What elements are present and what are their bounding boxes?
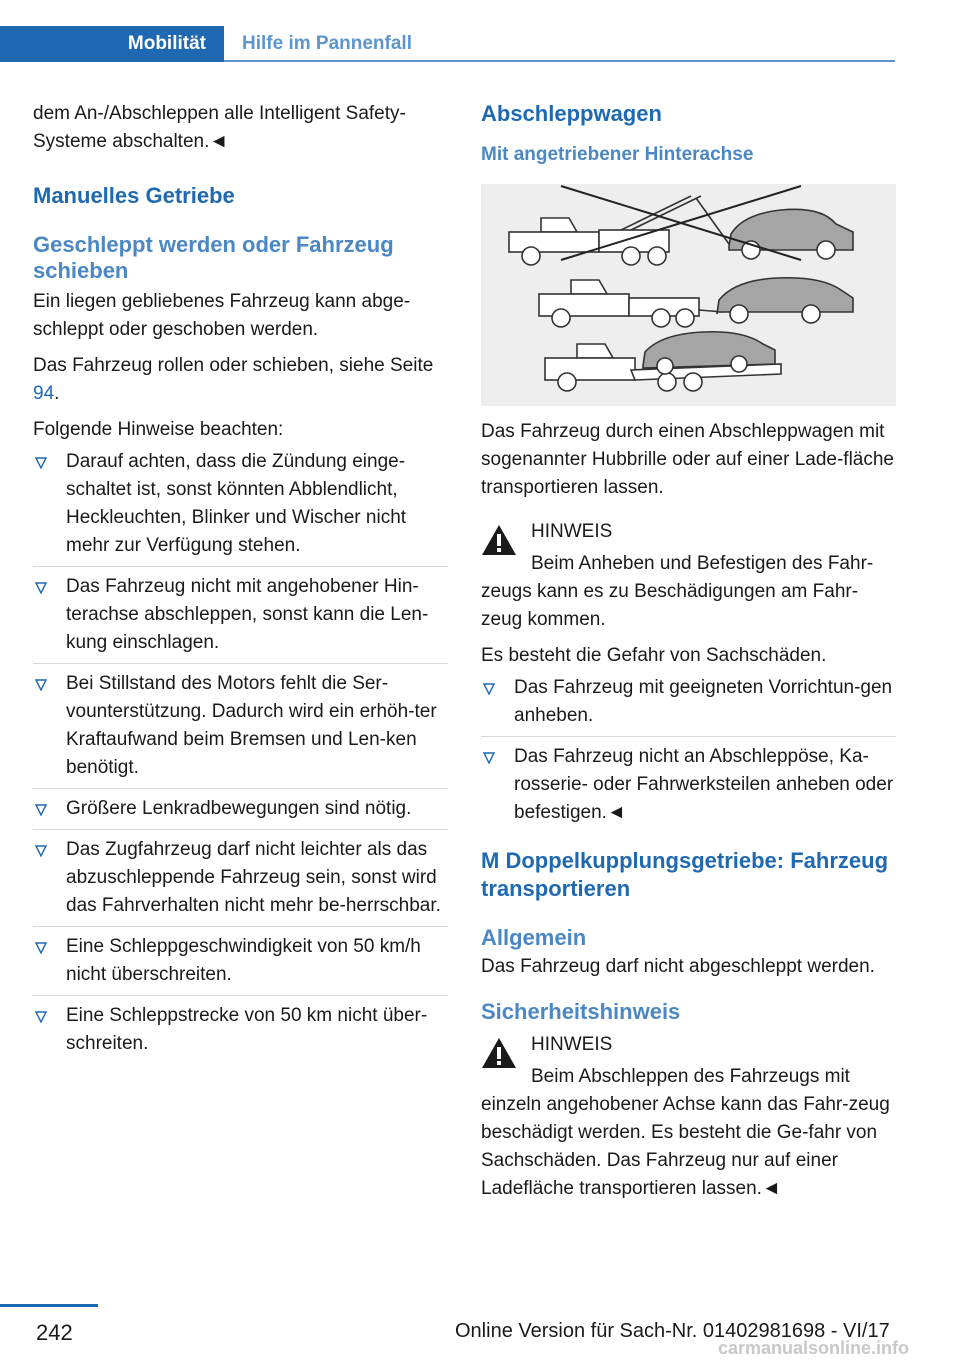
triangle-bullet-icon [483,683,495,695]
triangle-bullet-icon [483,752,495,764]
list-item-text: Das Fahrzeug nicht mit angehobener Hin-terachse abschleppen, sonst kann die Len-kung einschlagen. [66,576,429,653]
header-divider [224,60,895,62]
warning-triangle-icon [481,524,517,556]
list-item [33,670,448,789]
tow-truck-illustration-svg [481,184,896,406]
online-version-text: Online Version für Sach-Nr. 01402981698 - VI/17 [455,1320,890,1342]
triangle-bullet-icon [35,679,47,691]
page-header [0,0,895,62]
left-bullet-list [33,448,448,1064]
triangle-bullet-icon [35,845,47,857]
paragraph-rolling-text: Das Fahrzeug rollen oder schieben, siehe Seite [33,355,434,376]
triangle-bullet-icon [35,1011,47,1023]
paragraph-danger: Es besteht die Gefahr von Sachschäden. [481,645,827,666]
paragraph-rolling [33,352,448,408]
warning-block-lifting [481,518,896,546]
list-item [33,448,448,567]
list-item-text: Darauf achten, dass die Zündung einge-schaltet ist, sonst könnten Abblendlicht, Heckleuchten, Blinker und Wischer nicht mehr zur Verfügung stehen. [66,451,407,556]
warning-title: HINWEIS [531,521,613,542]
triangle-bullet-icon [35,457,47,469]
page-number: 242 [36,1320,73,1345]
heading-general: Allgemein [481,925,587,950]
list-item [481,743,896,833]
warning-block-towing [481,1031,896,1059]
footer-rule [0,1304,98,1307]
tab-mobilitaet[interactable]: Mobilität [0,26,224,62]
warning-title: HINWEIS [531,1034,613,1055]
list-item [481,674,896,737]
wrecker-truck-icon [509,196,729,265]
triangle-bullet-icon [35,582,47,594]
paragraph-rolling-end: . [54,383,60,404]
triangle-bullet-icon [35,942,47,954]
heading-dct-transport: M Doppelkupplungsgetriebe: Fahrzeug transportieren [481,848,889,901]
warning-triangle-icon [481,1037,517,1069]
triangle-bullet-icon [35,804,47,816]
watermark-text: carmanualsonline.info [718,1338,910,1358]
right-column [481,100,896,1211]
list-item-text: Das Fahrzeug nicht an Abschleppöse, Ka-rosserie- oder Fahrwerksteilen anheben oder befestigen.◄ [514,746,894,823]
list-item-text: Das Zugfahrzeug darf nicht leichter als das abzuschleppende Fahrzeug sein, sonst wird das Fahrverhalten nicht mehr be-herrschbar. [66,839,441,916]
warning-text-lifting [481,550,896,634]
warning-text-towing [481,1063,896,1203]
list-item-text: Größere Lenkradbewegungen sind nötig. [66,798,412,819]
warning-body-text: Beim Abschleppen des Fahrzeugs mit einzeln angehobener Achse kann das Fahr-zeug beschädigt werden. Es besteht die Ge-fahr von Sachschäden. Das Fahrzeug nur auf einer Ladefläche transportieren lassen.◄ [481,1066,890,1199]
heading-manual-transmission: Manuelles Getriebe [33,183,235,208]
list-item-text: Eine Schleppgeschwindigkeit von 50 km/h nicht überschreiten. [66,936,421,985]
heading-towed-or-pushed: Geschleppt werden oder Fahrzeug schieben [33,232,394,283]
paragraph-tow-truck: Das Fahrzeug durch einen Abschleppwagen mit sogenannter Hubbrille oder auf einer Lade-fläche transportieren lassen. [481,421,894,498]
tab-hilfe-im-pannenfall[interactable]: Hilfe im Pannenfall [242,33,412,54]
list-item [33,933,448,996]
list-item [33,795,448,830]
list-item-text: Das Fahrzeug mit geeigneten Vorrichtun-gen anheben. [514,677,893,726]
right-bullet-list [481,674,896,833]
list-item-text: Bei Stillstand des Motors fehlt die Ser-vounterstützung. Dadurch wird ein erhöh-ter Kraftaufwand beim Bremsen und Len-ken benötigt. [66,673,437,778]
page-link-94[interactable]: 94 [33,383,55,404]
paragraph-general: Das Fahrzeug darf nicht abgeschleppt werden. [481,956,875,977]
left-column [33,100,448,1070]
list-item-text: Eine Schleppstrecke von 50 km nicht über-schreiten. [66,1005,428,1054]
warning-body-text: Beim Anheben und Befestigen des Fahr-zeugs kann es zu Beschädigungen am Fahr-zeug kommen. [481,553,874,630]
paragraph-towed: Ein liegen gebliebenes Fahrzeug kann abge-schleppt oder geschoben werden. [33,291,411,340]
heading-rear-axle: Mit angetriebener Hinterachse [481,144,754,165]
list-item [33,836,448,927]
heading-tow-truck: Abschleppwagen [481,101,662,126]
list-item [33,1002,448,1064]
paragraph-notes-intro: Folgende Hinweise beachten: [33,419,284,440]
heading-safety-note: Sicherheitshinweis [481,999,681,1024]
intro-text: dem An-/Abschleppen alle Intelligent Safety-Systeme abschalten.◄ [33,103,406,152]
tow-truck-illustration [481,184,896,406]
list-item [33,573,448,664]
